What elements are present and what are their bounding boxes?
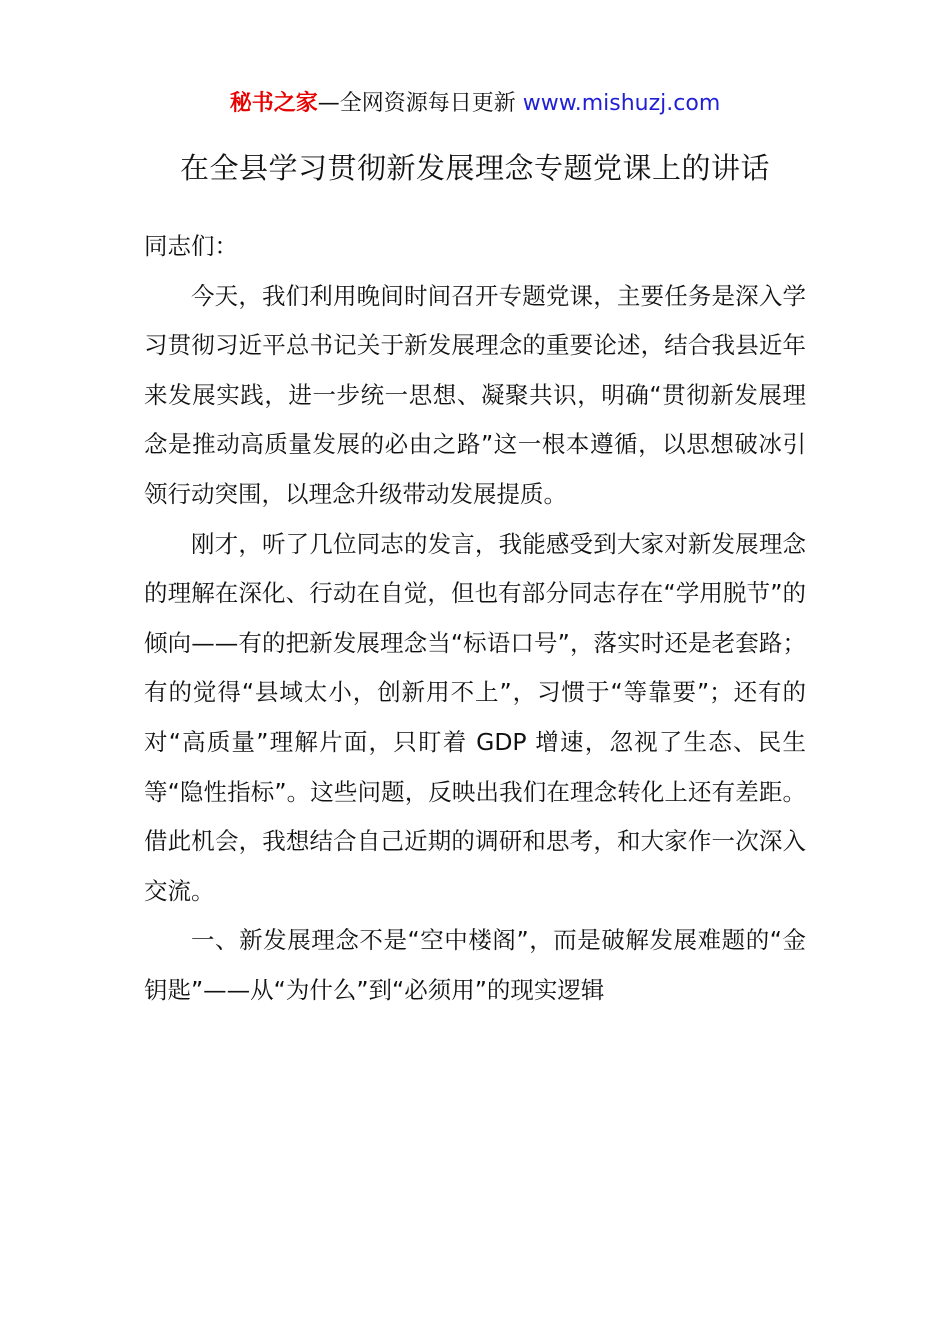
paragraph-problems: 刚才，听了几位同志的发言，我能感受到大家对新发展理念的理解在深化、行动在自觉，但也有部分同志存在“学用脱节”的倾向——有的把新发展理念当“标语口号”，落实时还是老套路；有的觉得“县域太小，创新用不上”，习惯于“等靠要”；还有的对“高质量”理解片面，只盯着 GDP 增速，忽视了生态、民生等“隐性指标”。这些问题，反映出我们在理念转化上还有差距。借此机会，我想结合自己近期的调研和思考，和大家作一次深入交流。 [144,529,806,905]
site-tagline: —全网资源每日更新 [317,91,516,116]
document-title: 在全县学习贯彻新发展理念专题党课上的讲话 [179,151,770,185]
site-header [0,86,950,122]
document-body [144,222,806,1016]
salutation: 同志们： [144,232,238,260]
paragraph-opening: 今天，我们利用晚间时间召开专题党课，主要任务是深入学习贯彻习近平总书记关于新发展理念的重要论述，结合我县近年来发展实践，进一步统一思想、凝聚共识，明确“贯彻新发展理念是推动高质量发展的必由之路”这一根本遵循，以思想破冰引领行动突围，以理念升级带动发展提质。 [144,281,806,508]
site-brand: 秘书之家 [229,91,318,116]
section-heading: 一、新发展理念不是“空中楼阁”，而是破解发展难题的“金钥匙”——从“为什么”到“必须用”的现实逻辑 [144,926,806,1004]
site-url-link[interactable]: www.mishuzj.com [522,91,721,116]
